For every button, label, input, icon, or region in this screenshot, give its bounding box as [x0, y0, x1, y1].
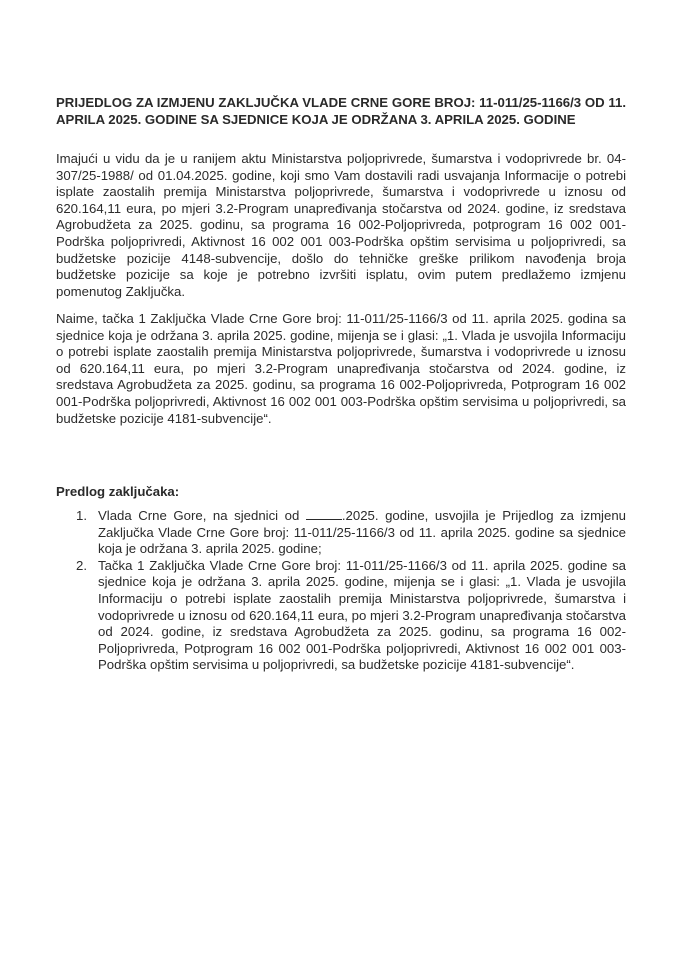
- document-title: PRIJEDLOG ZA IZMJENU ZAKLJUČKA VLADE CRNE GORE BROJ: 11-011/25-1166/3 OD 11. APRILA 2025. GODINE SA SJEDNICE KOJA JE ODRŽANA 3. APRILA 2025. GODINE: [56, 95, 626, 127]
- conclusion-item: [56, 508, 626, 558]
- conclusion-text: Tačka 1 Zaključka Vlade Crne Gore broj: 11-011/25-1166/3 od 11. aprila 2025. godine sa sjednice koja je održana 3. aprila 2025. godine, mijenja se i glasi: „1. Vlada je usvojila Informaciju o potrebi isplate zaostalih premija Ministarstva poljoprivrede, šumarstva i vodoprivrede u iznosu od 620.164,11 eura, po mjeri 3.2-Program unapređivanja stočarstva od 2024. godine, iz sredstava Agrobudžeta za 2025. godinu, sa programa 16 002-Poljoprivreda, Potprogram 16 002 001-Podrška poljoprivredi, Aktivnost 16 002 001 003-Podrška opštim servisima u poljoprivredi, sa budžetske pozicije 4181-subvencije“.: [98, 557, 626, 673]
- conclusions-list: [56, 508, 626, 674]
- conclusions-heading: Predlog zaključaka:: [56, 484, 180, 499]
- amendment-paragraph: Naime, tačka 1 Zaključka Vlade Crne Gore broj: 11-011/25-1166/3 od 11. aprila 2025. godina sa sjednice koja je održana 3. aprila 2025. godine, mijenja se i glasi: „1. Vlada je usvojila Informaciju o potrebi isplate zaostalih premija Ministarstva poljoprivrede, šumarstva i vodoprivrede u iznosu od 620.164,11 eura, po mjeri 3.2-Program unapređivanja stočarstva od 2024. godine, iz sredstava Agrobudžeta za 2025. godinu, sa programa 16 002-Poljoprivreda, Potprogram 16 002 001-Podrška poljoprivredi, Aktivnost 16 002 001 003-Podrška opštim servisima u poljoprivredi, sa budžetske pozicije 4181-subvencije“.: [56, 311, 626, 426]
- conclusion-number: 2.: [76, 557, 87, 573]
- date-blank-line: [306, 508, 342, 520]
- conclusion-item: [56, 558, 626, 674]
- conclusion-text-start: Vlada Crne Gore, na sjednici od: [98, 508, 306, 523]
- conclusion-number: 1.: [76, 508, 87, 523]
- intro-paragraph: Imajući u vidu da je u ranijem aktu Ministarstva poljoprivrede, šumarstva i vodoprivrede br. 04-307/25-1988/ od 01.04.2025. godine, koji smo Vam dostavili radi usvajanja Informacije o potrebi isplate zaostalih premija Ministarstva poljoprivrede, šumarstva i vodoprivrede u iznosu od 620.164,11 eura, po mjeri 3.2-Program unapređivanja stočarstva od 2024. godine, iz sredstava Agrobudžeta za 2025. godinu, sa programa 16 002-Poljoprivreda, potprogram 16 002 001-Podrška poljoprivredi, Aktivnost 16 002 001 003-Podrška opštim servisima u poljoprivredi, sa budžetske pozicije 4148-subvencije, došlo do tehničke greške prilikom navođenja broja budžetske pozicije sa koje je potrebno izvršiti isplatu, ovim putem predlažemo izmjenu pomenutog Zaključka.: [56, 151, 626, 299]
- conclusion-text-end: .2025. godine, usvojila je Prijedlog za izmjenu Zaključka Vlade Crne Gore broj: 11-011/25-1166/3 od 11. aprila 2025. godine sa sjednice koja je održana 3. aprila 2025. godine;: [98, 508, 626, 557]
